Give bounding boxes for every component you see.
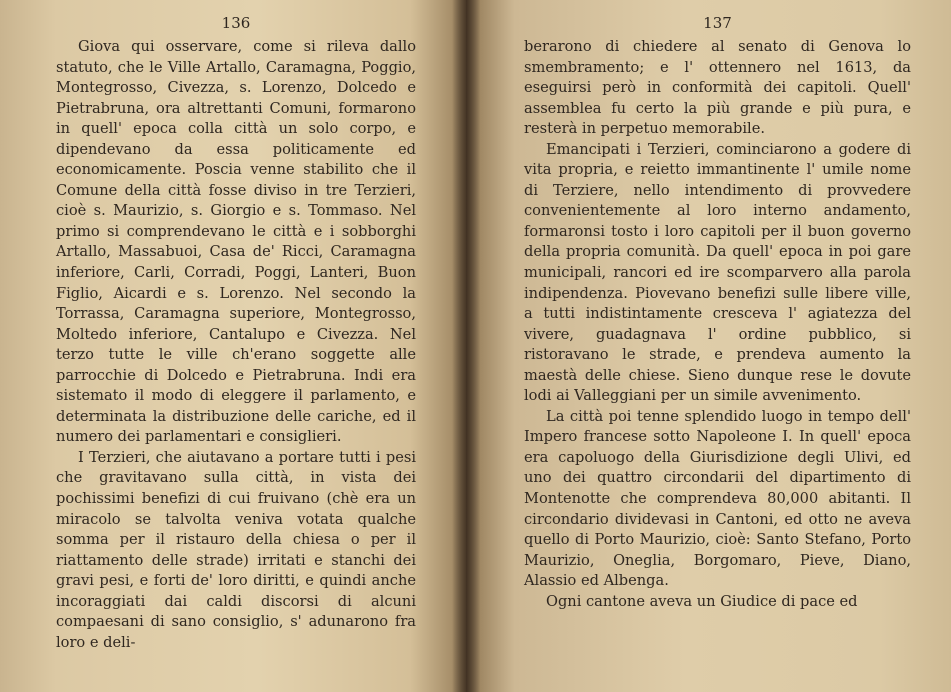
paragraph: La città poi tenne splendido luogo in tempo dell' Impero francese sotto Napoleone I. In quell' epoca era capoluogo della Giurisdizione degli Ulivi, ed uno dei quattro circondarii del dipartimento di Montenotte che comprendeva 80,000 abitanti. Il circondario dividevasi in Cantoni, ed otto ne aveva quello di Porto Maurizio, cioè: Santo Stefano, Porto Maurizio, Oneglia, Borgomaro, Pieve, Diano, Alassio ed Albenga. — [524, 407, 911, 590]
paragraph: berarono di chiedere al senato di Genova lo smembramento; e l' ottennero nel 1613, da eseguirsi però in conformità dei capitoli. Quell' assemblea fu certo la più grande e più pura, e resterà in perpetuo memorabile. — [524, 38, 911, 138]
paragraph: Ogni cantone aveva un Giudice di pace ed — [546, 592, 858, 610]
paragraph: Giova qui osservare, come si rileva dallo statuto, che le Ville Artallo, Caramagna, Poggio, Montegrosso, Civezza, s. Lorenzo, Dolcedo e Pietrabruna, ora altrettanti Comuni, formarono in quell' epoca colla città un solo corpo, e dipendevano da essa politicamente ed economicamente. Poscia venne stabilito che il Comune della città fosse diviso in tre Terzieri, cioè s. Maurizio, s. Giorgio e s. Tommaso. Nel primo si comprendevano le città e i sobborghi Artallo, Massabuoi, Casa de' Ricci, Caramagna inferiore, Carli, Corradi, Poggi, Lanteri, Buon Figlio, Aicardi e s. Lorenzo. Nel secondo la Torrassa, Caramagna superiore, Montegrosso, Moltedo inferiore, Cantalupo e Civezza. Nel terzo tutte le ville ch'erano soggette alle parrocchie di Dolcedo e Pietrabruna. Indi era sistemato il modo di eleggere il parlamento, e determinata la distribuzione delle cariche, ed il numero dei parlamentari e consiglieri. — [56, 38, 416, 446]
right-page — [466, 0, 951, 692]
left-page — [0, 0, 466, 692]
page-number: 137 — [703, 14, 732, 32]
page-number: 136 — [221, 14, 251, 32]
paragraph: I Terzieri, che aiutavano a portare tutti i pesi che gravitavano sulla città, in vista dei pochissimi benefizi di cui fruivano (chè era un miracolo se talvolta veniva votata qualche somma per il ristauro della chiesa o per il riattamento delle strade) irritati e stanchi dei gravi pesi, e forti de' loro diritti, e quindi anche incoraggiati dai caldi discorsi di alcuni compaesani di sano consiglio, s' adunarono fra loro e deli- — [56, 448, 416, 651]
paragraph: Emancipati i Terzieri, cominciarono a godere di vita propria, e reietto immantinente l' umile nome di Terziere, nello intendimento di provvedere convenientemente al loro interno andamento, formaronsi tosto i loro capitoli per il buon governo della propria comunità. Da quell' epoca in poi gare municipali, rancori ed ire scomparvero alla parola indipendenza. Piovevano benefizi sulle libere ville, a tutti indistintamente cresceva l' agiatezza del vivere, guadagnava l' ordine pubblico, si ristoravano le strade, e prendeva aumento la maestà delle chiese. Sieno dunque rese le dovute lodi ai Valleggiani per un simile avvenimento. — [524, 140, 911, 405]
